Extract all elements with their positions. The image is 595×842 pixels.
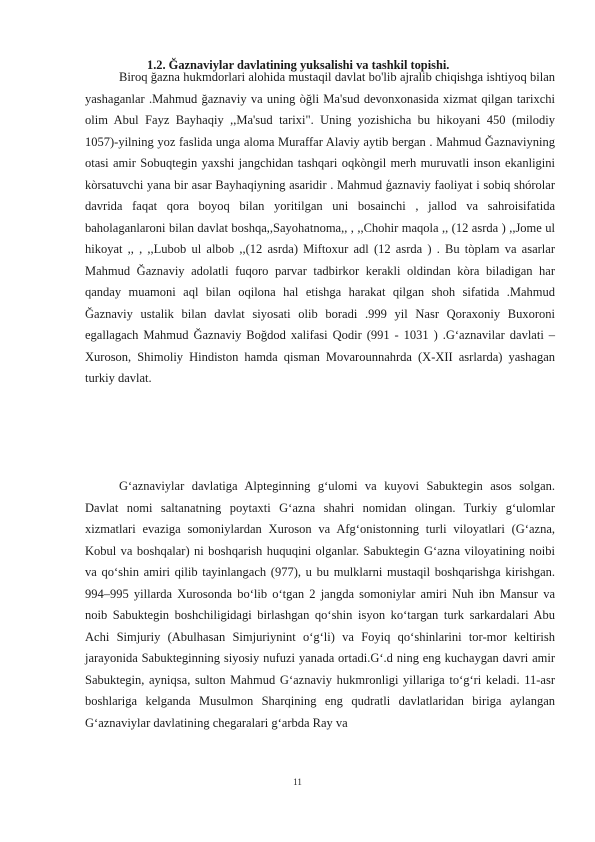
paragraph-2-text: G‘aznaviylar davlatiga Alpteginning g‘ulomi va kuyovi Sabuktegin asos solgan. Davlat nomi saltanatning poytaxti G‘azna shahri nomidan olingan. Turkiy g‘ulomlar xizmatlari evaziga somoniylardan Xuroson va Afg‘onistonning turli viloyatlari (G‘azna, Kobul va boshqalar) ni boshqarish huquqini olganlar. Sabuktegin G‘azna viloyatining noibi va qo‘shin amiri qilib tayinlangach (977), u bu mulklarni mustaqil boshqarishga kirishgan. 994–995 yillarda Xurosonda bo‘lib o‘tgan 2 jangda somoniylar amiri Nuh ibn Mansur va noib Sabuktegin boshchiligidagi birlashgan qo‘shin isyon ko‘targan turk sarkardalari Abu Achi Simjuriy (Abulhasan Simjuriynint o‘g‘li) va Foyiq qo‘shinlarini tor-mor keltirish jarayonida Sabukteginning siyosiy nufuzi yanada ortadi.G‘.d ning eng kuchaygan davri amir Sabuktegin, ayniqsa, sulton Mahmud G‘aznaviy hukmronligi yillariga to‘g‘ri keladi. 11-asr boshlariga kelganda Musulmon Sharqining eng qudratli davlatlaridan biriga aylangan G‘aznaviylar davlatining chegaralari g‘arbda Ray va xyxy=(85,479,555,730)
paragraph-2 xyxy=(85,476,555,734)
paragraph-1-text: Biroq ğazna hukmdorlari alohida mustaqil davlat bo'lib ajralib chiqishga ishtiyoq bilan yashaganlar .Mahmud ğaznaviy va uning òğli Ma'sud devonxonasida xizmat qilgan tarixchi olim Abul Fayz Bayhaqiy ,,Ma'sud tarixi". Uning yozishicha bu hikoyani 450 (milodiy 1057)-yilning yoz faslida unga aloma Muraffar Alaviy aytib bergan . Mahmud Ğaznaviyning otasi amir Sobuqtegin yaxshi jangchidan tashqari oqkòngil merh muruvatli inson ekanligini kòrsatuvchi yana bir asar Bayhaqiyning asaridir . Mahmud ģaznaviy faoliyat i sobiq shórolar davrida faqat qora boyoq bilan yoritilgan uni bosainchi , jallod va sahroisifatida baholaganlaroni bilan davlat boshqa,,Sayohatnoma,, , ,,Chohir maqola ,, (12 asrda ) ,,Jome ul hikoyat ,, , ,,Lubob ul albob ,,(12 asrda) Miftoxur adl (12 asrda ) . Bu tòplam va asarlar Mahmud Ğaznaviy adolatli fuqoro parvar tadbirkor kerakli oldindan kòra biladigan har qanday muamoni aql bilan oqilona hal etishga harakat qilgan shoh sifatida .Mahmud Ğaznaviy ustalik bilan davlat siyosati olib boradi .999 yil Nasr Qoraxoniy Buxoroni egallagach Mahmud Ğaznaviy Boğdod xalifasi Qodir (991 - 1031 ) .G‘aznavilar davlati – Xuroson, Shimoliy Hindiston hamda qisman Movarounnahrda (X-XII asrlarda) yashagan turkiy davlat. xyxy=(85,70,555,385)
page-number: 11 xyxy=(293,777,302,787)
section-heading: 1.2. Ğaznaviylar davlatining yuksalishi va tashkil topishi. xyxy=(147,58,450,72)
paragraph-1 xyxy=(85,67,555,390)
